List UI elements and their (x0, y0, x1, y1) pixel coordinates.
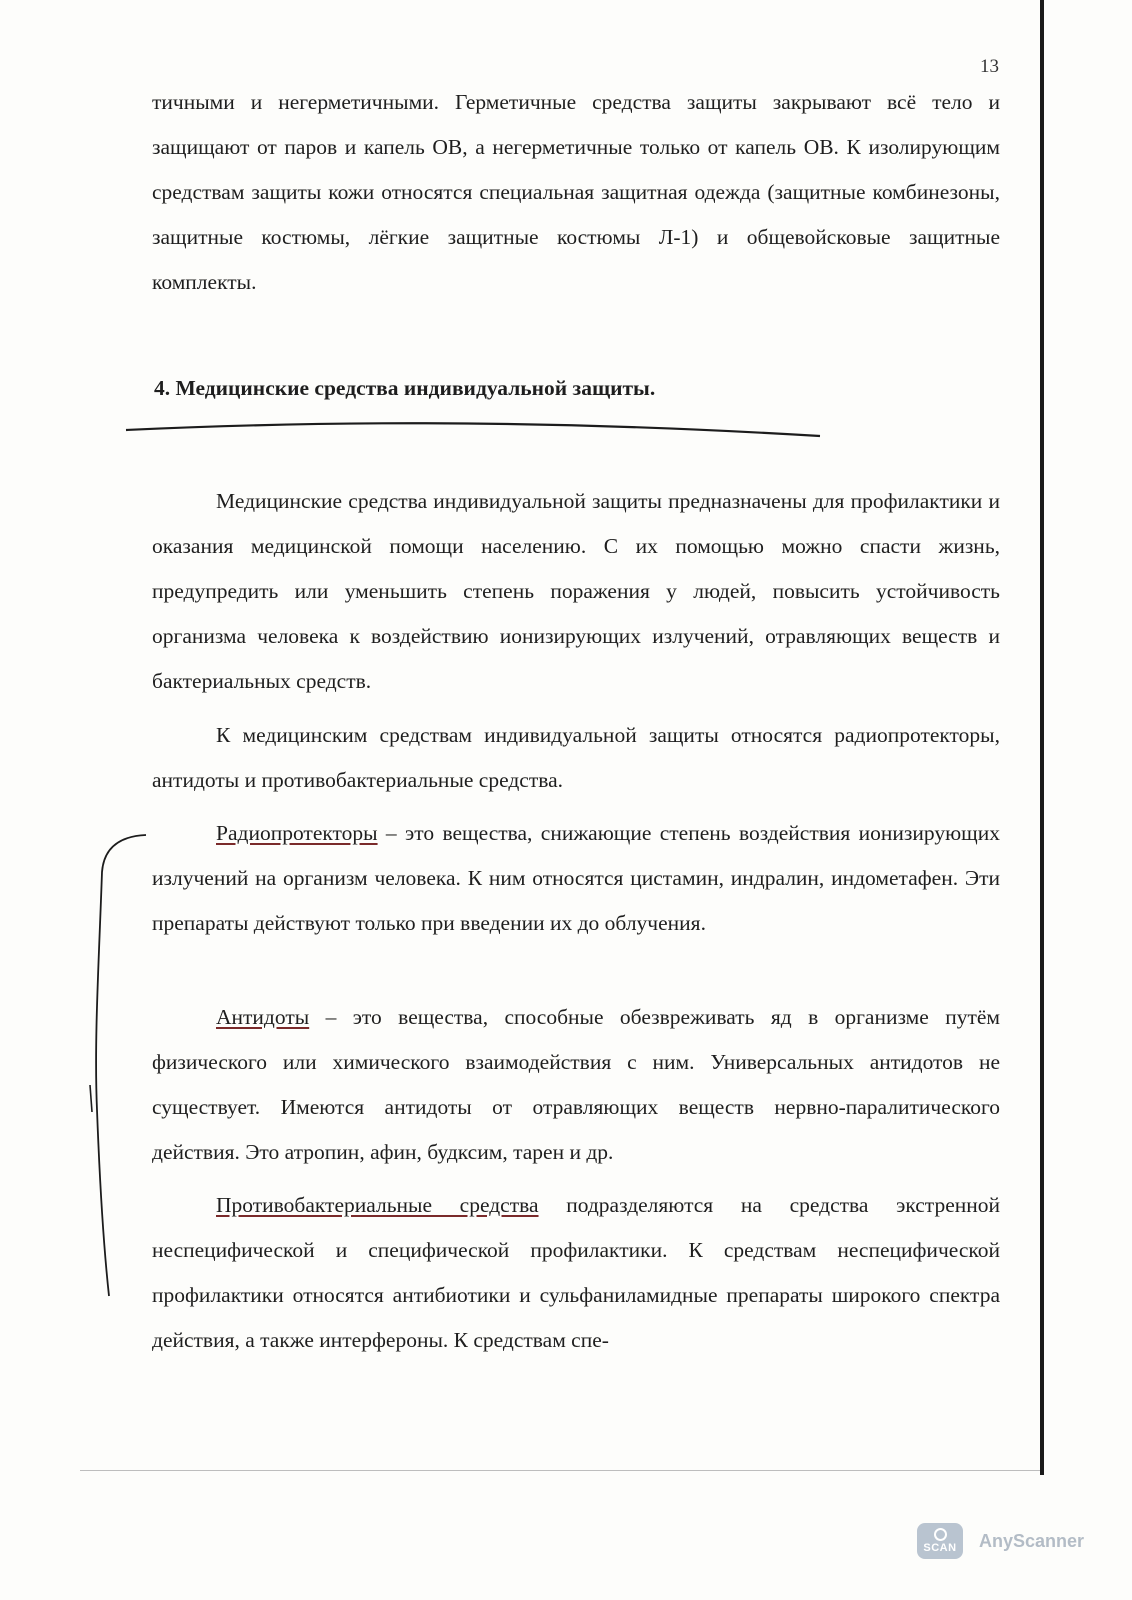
definition-antidotes: – это вещества, способные обезвреживать яд в организме путём физического или химического взаимодействия с ним. Универсальных антидотов не существует. Имеются антидоты от отравляющих веществ нервно-паралитического действия. Это атропин, афин, будксим, тарен и др. (152, 1005, 1000, 1164)
brand-name: AnyScanner (979, 1530, 1085, 1551)
scan-page-bottom-edge (80, 1470, 1040, 1471)
term-radioprotectors: Радиопротекторы (216, 821, 378, 845)
margin-tick-stroke (90, 1085, 92, 1112)
term-antibacterial: Противобактериальные средства (216, 1193, 539, 1217)
anyscanner-watermark (917, 1523, 1084, 1559)
margin-bracket-stroke (96, 835, 146, 1296)
definition-radioprotectors: – это вещества, снижающие степень воздействия ионизирующих излучений на организм человека. К ним относятся цистамин, индралин, индометафен. Эти препараты действуют только при введении их до облучения. (152, 821, 1000, 935)
page-number: 13 (980, 56, 999, 77)
definition-antibacterial: подразделяются на средства экстренной неспецифической и специфической профилактики. К средствам неспецифической профилактики относятся антибиотики и сульфаниламидные препараты широкого спектра действия, а также интерфероны. К средствам спе- (152, 1193, 1000, 1352)
heading-underline-stroke (126, 423, 820, 436)
term-antidotes: Антидоты (216, 1005, 310, 1029)
scan-badge-label: SCAN (923, 1542, 957, 1554)
section-heading: 4. Медицинские средства индивидуальной защиты. (154, 376, 656, 400)
paragraph-antibacterial (152, 1183, 1000, 1363)
paragraph-purpose: Медицинские средства индивидуальной защиты предназначены для профилактики и оказания медицинской помощи населению. С их помощью можно спасти жизнь, предупредить или уменьшить степень поражения у людей, повысить устойчивость организма человека к воздействию ионизирующих излучений, отравляющих веществ и бактериальных средств. (152, 489, 1000, 693)
scanner-icon (917, 1523, 963, 1559)
intro-paragraph: тичными и негерметичными. Герметичные средства защиты закрывают всё тело и защищают от паров и капель ОВ, а негерметичные только от капель ОВ. К изолирующим средствам защиты кожи относятся специальная защитная одежда (защитные комбинезоны, защитные костюмы, лёгкие защитные костюмы Л-1) и общевойсковые защитные комплекты. (152, 90, 1000, 294)
paragraph-radioprotectors (152, 811, 1000, 946)
scan-page-edge (1040, 0, 1044, 1475)
paragraph-antidotes (152, 995, 1000, 1175)
paragraph-types: К медицинским средствам индивидуальной защиты относятся радиопротекторы, антидоты и противобактериальные средства. (152, 723, 1000, 792)
